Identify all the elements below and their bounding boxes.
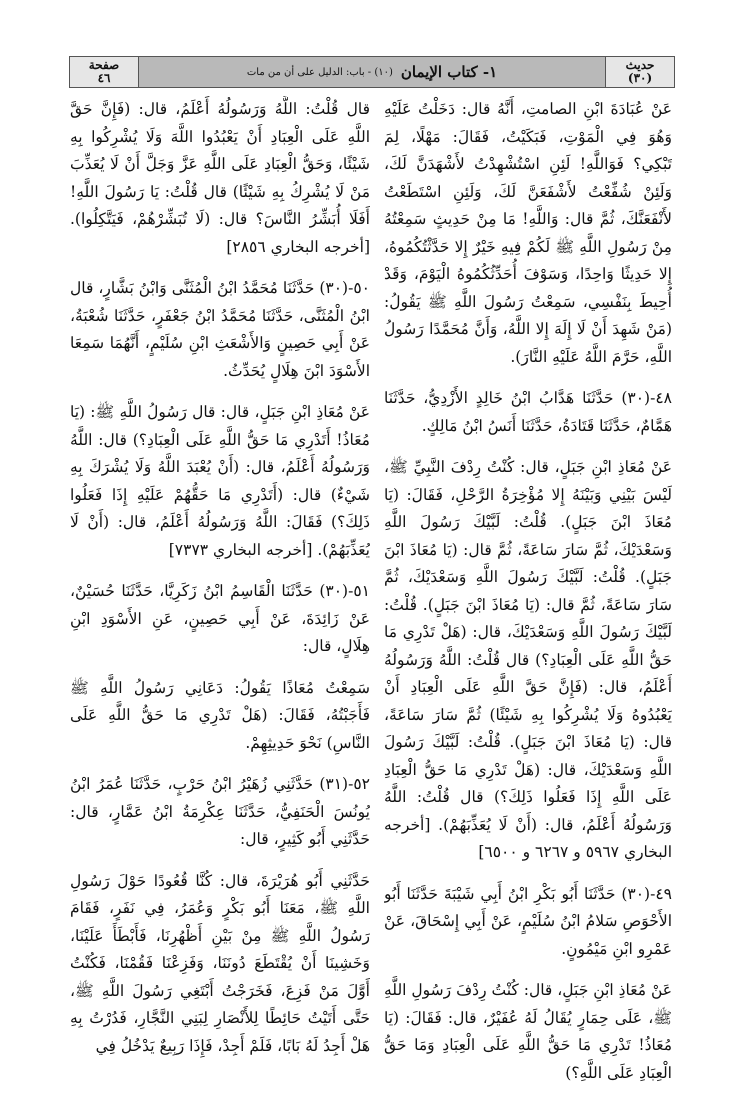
hadith-chain: ٤٨-(٣٠) حَدَّثَنَا هَدَّابُ ابْنُ خَالِدٍ الأَزْدِيُّ، حَدَّثَنَا هَمَّامٌ، حَدَّثَنَا قَتَادَةُ، حَدَّثَنَا أَنَسُ ابْنُ مَالِكٍ. xyxy=(384,389,672,435)
hadith-number: (٣٠) xyxy=(627,71,653,85)
paragraph: قال قُلْتُ: اللَّهُ وَرَسُولُهُ أَعْلَمُ، قال: (فَإِنَّ حَقَّ اللَّهِ عَلَى الْعِبَادِ أَنْ يَعْبُدُوا اللَّهَ وَلَا يُشْرِكُوا بِهِ شَيْئًا، وَحَقُّ الْعِبَادِ عَلَى اللَّهِ عَزَّ وَجَلَّ أَنْ لَا يُعَذِّبَ مَنْ لَا يُشْرِكُ بِهِ شَيْئًا) قال قُلْتُ: يَا رَسُولَ اللَّهِ! أَفَلَا أُبَشِّرُ النَّاسَ؟ قال: (لَا تُبَشِّرْهُمْ، فَيَتَّكِلُوا). [أخرجه البخاري ٢٨٥٦] xyxy=(70,100,370,256)
paragraph: عَنْ مُعَاذِ ابْنِ جَبَلٍ، قال: كُنْتُ رِدْفَ النَّبِيِّ ﷺ، لَيْسَ بَيْنِي وَبَيْنَهُ إِلا مُؤْخِرَةُ الرَّحْلِ، فَقَالَ: (يَا مُعَاذَ ابْنَ جَبَلٍ). قُلْتُ: لَبَّيْكَ رَسُولَ اللَّهِ وَسَعْدَيْكَ، ثُمَّ سَارَ سَاعَةً، ثُمَّ قال: (يَا مُعَاذَ ابْنَ جَبَلٍ). قُلْتُ: لَبَّيْكَ رَسُولَ اللَّهِ وَسَعْدَيْكَ، ثُمَّ سَارَ سَاعَةً، ثُمَّ قال: (يَا مُعَاذَ ابْنَ جَبَلٍ). قُلْتُ: لَبَّيْكَ رَسُولَ اللَّهِ وَسَعْدَيْكَ، قال: (هَلْ تَدْرِي مَا حَقُّ اللَّهِ عَلَى الْعِبَادِ؟) قال قُلْتُ: اللَّهُ وَرَسُولُهُ أَعْلَمُ، قال: (فَإِنَّ حَقَّ اللَّهِ عَلَى الْعِبَادِ أَنْ يَعْبُدُوهُ وَلَا يُشْرِكُوا بِهِ شَيْئًا) ثُمَّ سَارَ سَاعَةً، قال: (يَا مُعَاذَ ابْنَ جَبَلٍ). قُلْتُ: لَبَّيْكَ رَسُولَ اللَّهِ وَسَعْدَيْكَ، قال: (هَلْ تَدْرِي مَا حَقُّ الْعِبَادِ عَلَى اللَّهِ إِذَا فَعَلُوا ذَلِكَ؟) قال قُلْتُ: اللَّهُ وَرَسُولُهُ أَعْلَمُ، قال: (أَنْ لَا يُعَذِّبَهُمْ). [أخرجه البخاري ٥٩٦٧ و ٦٢٦٧ و ٦٥٠٠] xyxy=(384,458,672,861)
page-number-box xyxy=(70,57,139,87)
paragraph: عَنْ مُعَاذِ ابْنِ جَبَلٍ، قال: قال رَسُولُ اللَّهِ ﷺ: (يَا مُعَاذُ! أَتَدْرِي مَا حَقُّ اللَّهِ عَلَى الْعِبَادِ؟) قال: اللَّهُ وَرَسُولُهُ أَعْلَمُ، قال: (أَنْ يُعْبَدَ اللَّهُ وَلَا يُشْرَكَ بِهِ شَيْءٌ) قال: (أَتَدْرِي مَا حَقُّهُمْ عَلَيْهِ إِذَا فَعَلُوا ذَلِكَ؟) فَقَالَ: اللَّهُ وَرَسُولُهُ أَعْلَمُ، قال: (أَنْ لَا يُعَذِّبَهُمْ). [أخرجه البخاري ٧٣٧٣] xyxy=(70,403,370,559)
hadith-label: حديث xyxy=(625,58,655,72)
left-column xyxy=(70,96,370,1096)
page-number: ٤٦ xyxy=(97,71,111,85)
paragraph: سَمِعْتُ مُعَاذًا يَقُولُ: دَعَانِي رَسُولُ اللَّهِ ﷺ فَأَجَبْتُهُ، فَقَالَ: (هَلْ تَدْرِي مَا حَقُّ اللَّهِ عَلَى النَّاسِ) نَحْوَ حَدِيثِهِمْ. xyxy=(70,678,370,752)
hadith-chain: ٥٢-(٣١) حَدَّثَنِي زُهَيْرُ ابْنُ حَرْبٍ، حَدَّثَنَا عُمَرُ ابْنُ يُونُسَ الْحَنَفِيُّ، حَدَّثَنَا عِكْرِمَةُ ابْنُ عَمَّارٍ، قال: حَدَّثَنِي أَبُو كَثِيرٍ، قال: xyxy=(70,775,370,848)
paragraph: عَنْ عُبَادَةَ ابْنِ الصامتِ، أَنَّهُ قال: دَخَلْتُ عَلَيْهِ وَهُوَ فِي الْمَوْتِ، فَبَكَيْتُ، فَقَالَ: مَهْلًا، لِمَ تَبْكِي؟ فَوَاللَّهِ! لَئِنِ اسْتُشْهِدْتُ لأَشْهَدَنَّ لَكَ، وَلَئِنْ شُفِّعْتُ لأَشْفَعَنَّ لَكَ، وَلَئِنِ اسْتَطَعْتُ لأَنْفَعَنَّكَ، ثُمَّ قال: وَاللَّهِ! مَا مِنْ حَدِيثٍ سَمِعْتُهُ مِنْ رَسُولِ اللَّهِ ﷺ لَكُمْ فِيهِ خَيْرٌ إِلا حَدَّثْتُكُمُوهُ، إِلا حَدِيثًا وَاحِدًا، وَسَوْفَ أُحَدِّثُكُمُوهُ الْيَوْمَ، وَقَدْ أُحِيطَ بِنَفْسِي، سَمِعْتُ رَسُولَ اللَّهِ ﷺ يَقُولُ: (مَنْ شَهِدَ أَنْ لَا إِلَهَ إِلا اللَّهُ، وَأَنَّ مُحَمَّدًا رَسُولُ اللَّهِ، حَرَّمَ اللَّهُ عَلَيْهِ النَّارَ). xyxy=(384,100,672,366)
header-title xyxy=(139,57,605,87)
hadith-chain: ٤٩-(٣٠) حَدَّثَنَا أَبُو بَكْرِ ابْنُ أَبِي شَيْبَةَ حَدَّثَنَا أَبُو الأَحْوَصِ سَلامُ ابْنُ سُلَيْمٍ، عَنْ أَبِي إِسْحَاقَ، عَنْ عَمْرِو ابْنِ مَيْمُونٍ. xyxy=(384,884,672,958)
page-header xyxy=(69,56,675,88)
hadith-chain: ٥١-(٣٠) حَدَّثَنَا الْقَاسِمُ ابْنُ زَكَرِيَّا، حَدَّثَنَا حُسَيْنٌ، عَنْ زَائِدَةَ، عَنْ أَبِي حَصِينٍ، عَنِ الأَسْوَدِ ابْنِ هِلَالٍ، قال: xyxy=(70,582,370,655)
page-label: صفحة xyxy=(88,58,120,72)
hadith-number-box xyxy=(605,57,674,87)
paragraph: حَدَّثَنِي أَبُو هُرَيْرَةَ، قال: كُنَّا قُعُودًا حَوْلَ رَسُولِ اللَّهِ ﷺ، مَعَنَا أَبُو بَكْرٍ وَعُمَرُ، فِي نَفَرٍ، فَقَامَ رَسُولُ اللَّهِ ﷺ مِنْ بَيْنِ أَظْهُرِنَا، فَأَبْطَأَ عَلَيْنَا، وَخَشِينَا أَنْ يُقْتَطَعَ دُونَنَا، وَفَزِعْنَا فَقُمْنَا، فَكُنْتُ أَوَّلَ مَنْ فَزِعَ، فَخَرَجْتُ أَبْتَغِي رَسُولَ اللَّهِ ﷺ، حَتَّى أَتَيْتُ حَائِطًا لِلأَنْصَارِ لِبَنِي النَّجَّارِ، فَدُرْتُ بِهِ هَلْ أَجِدُ لَهُ بَابًا، فَلَمْ أَجِدْ، فَإِذَا رَبِيعٌ يَدْخُلُ فِي xyxy=(70,871,370,1055)
paragraph: عَنْ مُعَاذِ ابْنِ جَبَلٍ، قال: كُنْتُ رِدْفَ رَسُولِ اللَّهِ ﷺ، عَلَى حِمَارٍ يُقَالُ لَهُ عُفَيْرٌ، قال: فَقَالَ: (يَا مُعَاذُ! تَدْرِي مَا حَقُّ اللَّهِ عَلَى الْعِبَادِ وَمَا حَقُّ الْعِبَادِ عَلَى اللَّهِ؟) xyxy=(384,981,672,1082)
chapter-title: (١٠) - باب: الدليل على أن من مات xyxy=(246,66,393,78)
hadith-chain: ٥٠-(٣٠) حَدَّثَنَا مُحَمَّدُ ابْنُ الْمُثَنَّى وَابْنُ بَشَّارٍ، قال ابْنُ الْمُثَنَّى، حَدَّثَنَا مُحَمَّدُ ابْنُ جَعْفَرٍ، حَدَّثَنَا شُعْبَةُ، عَنْ أَبِي حَصِينٍ وَالأَشْعَثِ ابْنِ سُلَيْمٍ، أَنَّهُمَا سَمِعَا الأَسْوَدَ ابْنَ هِلَالٍ يُحَدِّثُ. xyxy=(70,279,370,380)
book-title: ١- كتاب الإيمان xyxy=(400,63,498,81)
right-column xyxy=(384,96,672,1096)
